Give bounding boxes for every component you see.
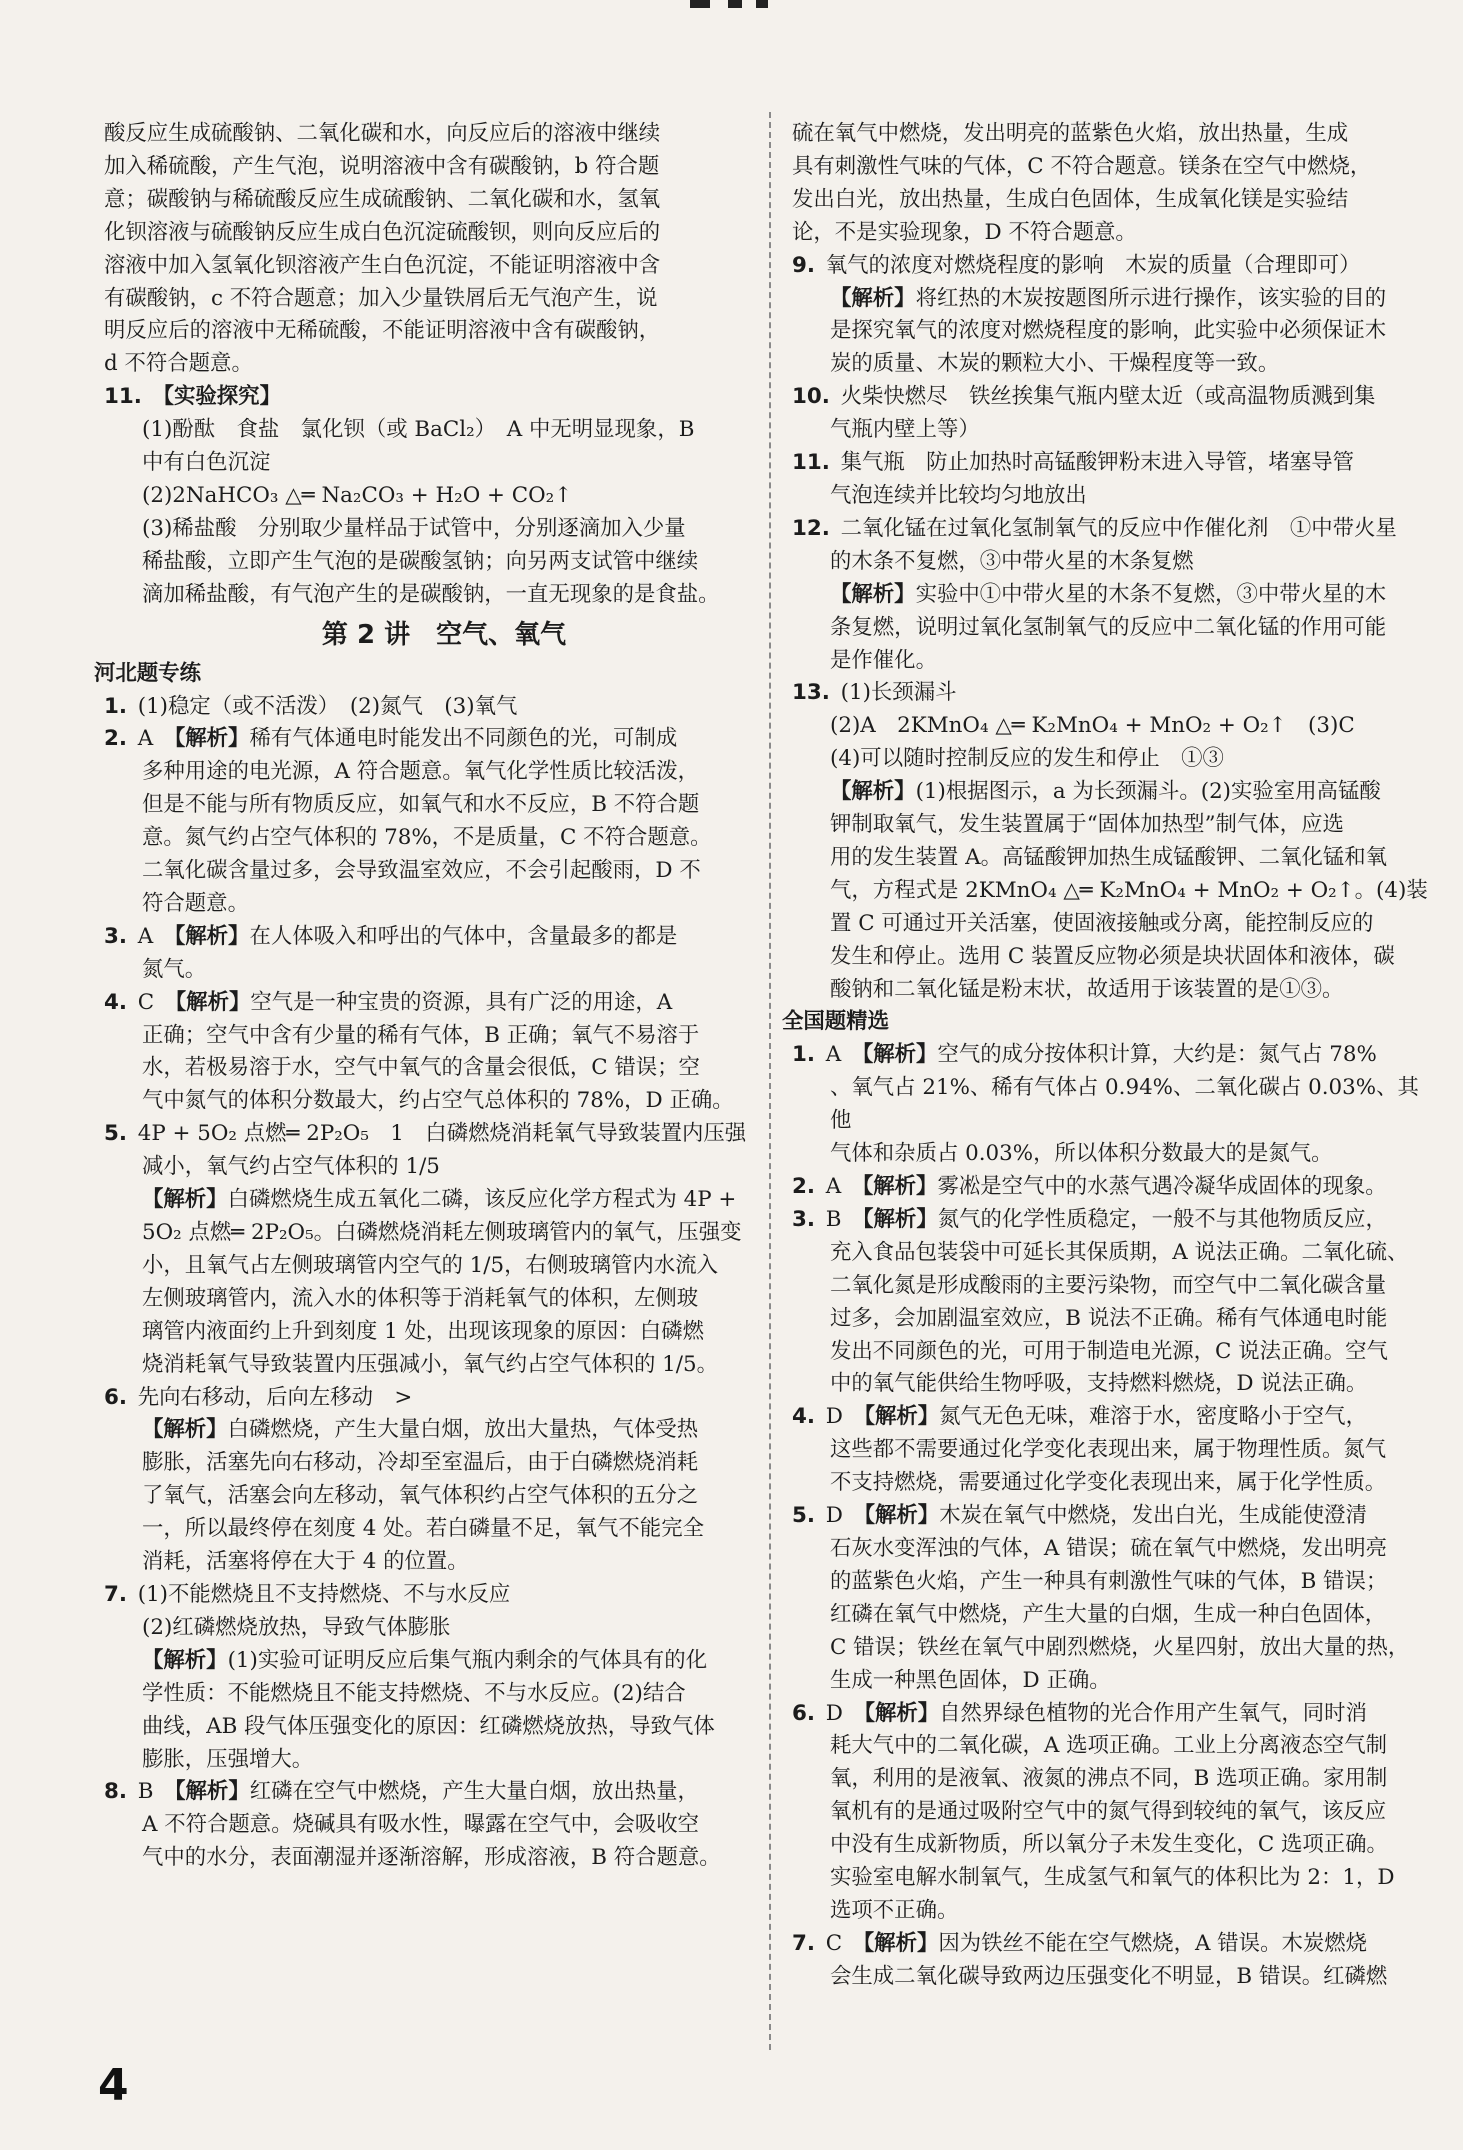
right-answer-line: 【解析】将红热的木炭按题图所示进行操作，该实验的目的: [830, 285, 1387, 311]
right-national-answer-line: 会生成二氧化碳导致两边压强变化不明显，B 错误。红磷燃: [830, 1963, 1388, 1989]
left-answer-number: 4.: [104, 989, 128, 1015]
continued-text-line: 论，不是实验现象，D 不符合题意。: [792, 219, 1137, 245]
left-answer-line: 但是不能与所有物质反应，如氧气和水不反应，B 不符合题: [142, 792, 700, 818]
left-answer-line: 气中的水分，表面潮湿并逐渐溶解，形成溶液，B 符合题意。: [142, 1845, 721, 1871]
right-national-answer-line: 中没有生成新物质，所以氧分子未发生变化，C 选项正确。: [830, 1832, 1388, 1858]
answer-number: 11.: [104, 384, 142, 410]
right-answer-line: 是探究氧气的浓度对燃烧程度的影响，此实验中必须保证木: [830, 318, 1387, 344]
left-answer-line: [104, 1382, 754, 1415]
left-answer-text: B 【解析】红磷在空气中燃烧，产生大量白烟，放出热量，: [137, 1779, 699, 1805]
left-answer-line: [104, 723, 754, 756]
right-answer-number: 9.: [792, 252, 816, 278]
right-national-answer-text: D 【解析】自然界绿色植物的光合作用产生氧气，同时消: [825, 1700, 1367, 1726]
right-national-answer-number: 3.: [792, 1206, 816, 1232]
left-answer-number: 8.: [104, 1779, 128, 1805]
right-national-answer-line: 发出不同颜色的光，可用于制造电光源，C 说法正确。空气: [830, 1338, 1388, 1364]
left-answer-line: 减小，氧气约占空气体积的 1/5: [142, 1154, 440, 1180]
right-column: [782, 118, 1428, 1994]
right-answer-line: 钾制取氧气，发生装置属于“固体加热型”制气体，应选: [830, 812, 1344, 838]
right-answer-line: 气瓶内壁上等）: [830, 417, 980, 443]
left-answer-line: 水，若极易溶于水，空气中氧气的含量会很低，C 错误；空: [142, 1055, 700, 1081]
column-divider: [769, 112, 771, 2050]
right-national-answer-line: 红磷在氧气中燃烧，产生大量的白烟，生成一种白色固体，: [830, 1601, 1387, 1627]
top-crop-mark: [728, 0, 742, 8]
left-answer-text: C 【解析】空气是一种宝贵的资源，具有广泛的用途，A: [137, 989, 673, 1015]
left-answer-line: 符合题意。: [142, 890, 249, 916]
left-answer-line: 气中氮气的体积分数最大，约占空气总体积的 78%，D 正确。: [142, 1088, 734, 1114]
right-answer-line: [792, 677, 1428, 710]
right-national-answer-number: 7.: [792, 1930, 816, 1956]
left-answer-number: 3.: [104, 923, 128, 949]
continued-text-line: 化钡溶液与硫酸钠反应生成白色沉淀硫酸钡，则向反应后的: [104, 219, 661, 245]
right-national-answer-line: [792, 1204, 1428, 1237]
left-answer-line: [104, 1118, 754, 1151]
continued-text-line: 明反应后的溶液中无稀硫酸，不能证明溶液中含有碳酸钠，: [104, 318, 661, 344]
left-answer-line: 学性质：不能燃烧且不能支持燃烧、不与水反应。(2)结合: [142, 1680, 686, 1706]
left-answer-line: 【解析】(1)实验可证明反应后集气瓶内剩余的气体具有的化: [142, 1647, 708, 1673]
answer-11-line: (1)酚酞 食盐 氯化钡（或 BaCl₂） A 中无明显现象，B: [142, 417, 695, 443]
right-national-answer-line: 的蓝紫色火焰，产生一种具有刺激性气味的气体，B 错误；: [830, 1568, 1388, 1594]
left-answer-number: 5.: [104, 1121, 128, 1147]
left-answer-line: 氮气。: [142, 956, 207, 982]
right-answer-number: 11.: [792, 450, 830, 476]
left-answer-number: 2.: [104, 726, 128, 752]
left-answer-text: 4P + 5O₂ 点燃═ 2P₂O₅ 1 白磷燃烧消耗氧气导致装置内压强: [137, 1121, 747, 1147]
answer-11-line: 稀盐酸，立即产生气泡的是碳酸氢钠；向另两支试管中继续: [142, 548, 699, 574]
right-national-answer-line: 二氧化氮是形成酸雨的主要污染物，而空气中二氧化碳含量: [830, 1272, 1387, 1298]
right-national-answer-line: [792, 1401, 1428, 1434]
page-number: 4: [98, 2060, 129, 2111]
right-answer-line: 的木条不复燃，③中带火星的木条复燃: [830, 548, 1194, 574]
right-answer-line: 发生和停止。选用 C 装置反应物必须是块状固体和液体，碳: [830, 943, 1395, 969]
left-answer-number: 6.: [104, 1384, 128, 1410]
right-national-answer-line: 选项不正确。: [830, 1897, 959, 1923]
right-national-answer-line: 不支持燃烧，需要通过化学变化表现出来，属于化学性质。: [830, 1470, 1387, 1496]
section-title: 全国题精选: [782, 1009, 889, 1035]
right-answer-line: 炭的质量、木炭的颗粒大小、干燥程度等一致。: [830, 351, 1280, 377]
right-answer-number: 12.: [792, 515, 830, 541]
left-answer-line: 5O₂ 点燃═ 2P₂O₅。白磷燃烧消耗左侧玻璃管内的氧气，压强变: [142, 1220, 742, 1245]
left-answer-line: 左侧玻璃管内，流入水的体积等于消耗氧气的体积，左侧玻: [142, 1285, 699, 1311]
right-national-answer-text: A 【解析】雾凇是空气中的水蒸气遇冷凝华成固体的现象。: [825, 1174, 1387, 1199]
left-answer-line: 【解析】白磷燃烧生成五氧化二磷，该反应化学方程式为 4P +: [142, 1187, 737, 1213]
right-national-answer-line: 、氧气占 21%、稀有气体占 0.94%、二氧化碳占 0.03%、其他: [830, 1075, 1419, 1134]
right-national-answer-line: [792, 1171, 1428, 1204]
left-answer-line: 小，且氧气占左侧玻璃管内空气的 1/5，右侧玻璃管内水流入: [142, 1252, 718, 1278]
answer-11-line: 中有白色沉淀: [142, 450, 271, 476]
right-national-answer-line: 气体和杂质占 0.03%，所以体积分数最大的是氮气。: [830, 1141, 1333, 1167]
answer-11-heading: [104, 381, 754, 414]
left-answer-line: [104, 921, 754, 954]
right-national-answer-number: 2.: [792, 1174, 816, 1199]
right-national-answer-line: 生成一种黑色固体，D 正确。: [830, 1667, 1111, 1693]
right-national-answer-line: 这些都不需要通过化学变化表现出来，属于物理性质。氮气: [830, 1437, 1387, 1463]
right-answer-line: 气，方程式是 2KMnO₄ △═ K₂MnO₄ + MnO₂ + O₂↑。(4)装: [830, 877, 1428, 903]
right-answer-line: 酸钠和二氧化锰是粉末状，故适用于该装置的是①③。: [830, 976, 1344, 1002]
right-national-answer-number: 1.: [792, 1042, 816, 1068]
left-answer-line: [104, 987, 754, 1020]
right-answer-text: 集气瓶 防止加热时高锰酸钾粉末进入导管，堵塞导管: [840, 450, 1354, 476]
left-column: [94, 118, 754, 1875]
left-answer-line: [104, 1776, 754, 1809]
left-answer-line: 正确；空气中含有少量的稀有气体，B 正确；氧气不易溶于: [142, 1022, 700, 1048]
right-answer-line: 气泡连续并比较均匀地放出: [830, 482, 1087, 508]
continued-text-line: d 不符合题意。: [104, 351, 253, 377]
right-answer-number: 10.: [792, 384, 830, 410]
left-answer-text: 先向右移动，后向左移动 >: [137, 1384, 413, 1410]
right-answer-text: 氧气的浓度对燃烧程度的影响 木炭的质量（合理即可）: [825, 252, 1361, 278]
right-answer-line: [792, 447, 1428, 480]
section-title: 河北题专练: [94, 660, 201, 686]
left-answer-text: (1)稳定（或不活泼） (2)氮气 (3)氧气: [137, 693, 518, 719]
right-national-answer-text: D 【解析】木炭在氧气中燃烧，发出白光，生成能使澄清: [825, 1503, 1367, 1529]
left-answer-line: 一，所以最终停在刻度 4 处。若白磷量不足，氧气不能完全: [142, 1516, 704, 1542]
right-answer-line: (4)可以随时控制反应的发生和停止 ①③: [830, 746, 1224, 772]
answer-heading: 【实验探究】: [152, 384, 281, 410]
right-national-answer-line: 石灰水变浑浊的气体，A 错误；硫在氧气中燃烧，发出明亮: [830, 1535, 1388, 1561]
top-crop-mark: [756, 0, 768, 8]
left-answer-line: 【解析】白磷燃烧，产生大量白烟，放出大量热，气体受热: [142, 1417, 699, 1443]
left-answer-text: (1)不能燃烧且不支持燃烧、不与水反应: [137, 1581, 511, 1607]
right-answer-line: (2)A 2KMnO₄ △═ K₂MnO₄ + MnO₂ + O₂↑ (3)C: [830, 713, 1355, 739]
right-national-answer-text: D 【解析】氮气无色无味，难溶于水，密度略小于空气，: [825, 1404, 1367, 1430]
continued-text-line: 具有刺激性气味的气体，C 不符合题意。镁条在空气中燃烧，: [792, 153, 1372, 179]
right-answer-text: (1)长颈漏斗: [840, 680, 957, 706]
right-national-answer-line: 充入食品包装袋中可延长其保质期，A 说法正确。二氧化硫、: [830, 1239, 1409, 1265]
right-answer-line: [792, 381, 1428, 414]
right-national-answer-number: 6.: [792, 1700, 816, 1726]
right-national-answer-line: [792, 1928, 1428, 1961]
right-answer-line: 用的发生装置 A。高锰酸钾加热生成锰酸钾、二氧化锰和氧: [830, 844, 1388, 870]
left-answer-line: (2)红磷燃烧放热，导致气体膨胀: [142, 1614, 451, 1640]
right-national-answer-number: 5.: [792, 1503, 816, 1529]
answer-11-line: (3)稀盐酸 分别取少量样品于试管中，分别逐滴加入少量: [142, 515, 686, 541]
left-answer-line: 多种用途的电光源，A 符合题意。氧气化学性质比较活泼，: [142, 759, 700, 785]
top-crop-mark: [690, 0, 710, 8]
right-answer-text: 二氧化锰在过氧化氢制氧气的反应中作催化剂 ①中带火星: [840, 515, 1397, 541]
right-answer-line: 置 C 可通过开关活塞，使固液接触或分离，能控制反应的: [830, 910, 1374, 936]
right-answer-line: 【解析】(1)根据图示，a 为长颈漏斗。(2)实验室用高锰酸: [830, 779, 1381, 805]
continued-text-line: 发出白光，放出热量，生成白色固体，生成氧化镁是实验结: [792, 186, 1349, 212]
right-national-answer-line: 中的氧气能供给生物呼吸，支持燃料燃烧，D 说法正确。: [830, 1371, 1368, 1397]
left-answer-line: 膨胀，压强增大。: [142, 1746, 314, 1772]
left-answer-line: 了氧气，活塞会向左移动，氧气体积约占空气体积的五分之: [142, 1483, 699, 1509]
left-answer-line: [104, 691, 754, 724]
right-national-answer-text: B 【解析】氮气的化学性质稳定，一般不与其他物质反应，: [825, 1206, 1387, 1232]
left-answer-number: 1.: [104, 693, 128, 719]
right-national-answer-number: 4.: [792, 1404, 816, 1430]
left-answer-line: 烧消耗氧气导致装置内压强减小，氧气约占空气体积的 1/5。: [142, 1351, 718, 1377]
right-national-answer-line: [792, 1698, 1428, 1731]
right-answer-line: 【解析】实验中①中带火星的木条不复燃，③中带火星的木: [830, 581, 1387, 607]
right-national-answer-text: C 【解析】因为铁丝不能在空气燃烧，A 错误。木炭燃烧: [825, 1930, 1368, 1956]
continued-text-line: 溶液中加入氢氧化钡溶液产生白色沉淀，不能证明溶液中含: [104, 252, 661, 278]
left-answer-line: [104, 1579, 754, 1612]
right-answer-line: 条复燃，说明过氧化氢制氧气的反应中二氧化锰的作用可能: [830, 614, 1387, 640]
right-answer-number: 13.: [792, 680, 830, 706]
right-national-answer-text: A 【解析】空气的成分按体积计算，大约是：氮气占 78%: [825, 1042, 1377, 1068]
continued-text-line: 硫在氧气中燃烧，发出明亮的蓝紫色火焰，放出热量，生成: [792, 121, 1349, 146]
right-answer-line: [792, 513, 1428, 546]
right-national-answer-line: 氧，利用的是液氧、液氮的沸点不同，B 选项正确。家用制: [830, 1766, 1388, 1792]
right-answer-text: 火柴快燃尽 铁丝挨集气瓶内壁太近（或高温物质溅到集: [840, 384, 1376, 410]
continued-text-line: 意；碳酸钠与稀硫酸反应生成硫酸钠、二氧化碳和水，氢氧: [104, 186, 661, 212]
left-answer-text: A 【解析】在人体吸入和呼出的气体中，含量最多的都是: [137, 923, 678, 949]
left-answer-text: A 【解析】稀有气体通电时能发出不同颜色的光，可制成: [137, 726, 678, 752]
right-national-answer-line: 氧机有的是通过吸附空气中的氮气得到较纯的氧气，该反应: [830, 1799, 1387, 1825]
right-national-answer-line: C 错误；铁丝在氧气中剧烈燃烧，火星四射，放出大量的热，: [830, 1634, 1410, 1660]
left-answer-line: 消耗，活塞将停在大于 4 的位置。: [142, 1549, 469, 1575]
left-answer-line: 意。氮气约占空气体积的 78%，不是质量，C 不符合题意。: [142, 825, 712, 851]
right-national-answer-line: 实验室电解水制氧气，生成氢气和氧气的体积比为 2：1，D: [830, 1865, 1395, 1891]
continued-text-line: 有碳酸钠，c 不符合题意；加入少量铁屑后无气泡产生，说: [104, 285, 658, 311]
right-answer-line: 是作催化。: [830, 647, 937, 673]
right-national-answer-line: 耗大气中的二氧化碳，A 选项正确。工业上分离液态空气制: [830, 1733, 1388, 1759]
answer-11-line: 滴加稀盐酸，有气泡产生的是碳酸钠，一直无现象的是食盐。: [142, 581, 720, 607]
left-answer-line: 曲线，AB 段气体压强变化的原因：红磷燃烧放热，导致气体: [142, 1713, 715, 1739]
left-answer-line: 膨胀，活塞先向右移动，冷却至室温后，由于白磷燃烧消耗: [142, 1450, 699, 1476]
right-national-answer-line: [792, 1039, 1428, 1072]
left-answer-line: 二氧化碳含量过多，会导致温室效应，不会引起酸雨，D 不: [142, 858, 701, 884]
right-answer-line: [792, 250, 1428, 283]
left-answer-line: 璃管内液面约上升到刻度 1 处，出现该现象的原因：白磷燃: [142, 1318, 704, 1344]
lecture-title: 第 2 讲 空气、氧气: [321, 619, 567, 650]
continued-text-line: 加入稀硫酸，产生气泡，说明溶液中含有碳酸钠，b 符合题: [104, 153, 660, 179]
continued-text-line: 酸反应生成硫酸钠、二氧化碳和水，向反应后的溶液中继续: [104, 121, 661, 146]
left-answer-number: 7.: [104, 1581, 128, 1607]
right-national-answer-line: [792, 1500, 1428, 1533]
left-answer-line: A 不符合题意。烧碱具有吸水性，曝露在空气中，会吸收空: [142, 1812, 700, 1838]
right-national-answer-line: 过多，会加剧温室效应，B 说法不正确。稀有气体通电时能: [830, 1305, 1388, 1331]
answer-11-line: (2)2NaHCO₃ △═ Na₂CO₃ + H₂O + CO₂↑: [142, 482, 573, 508]
